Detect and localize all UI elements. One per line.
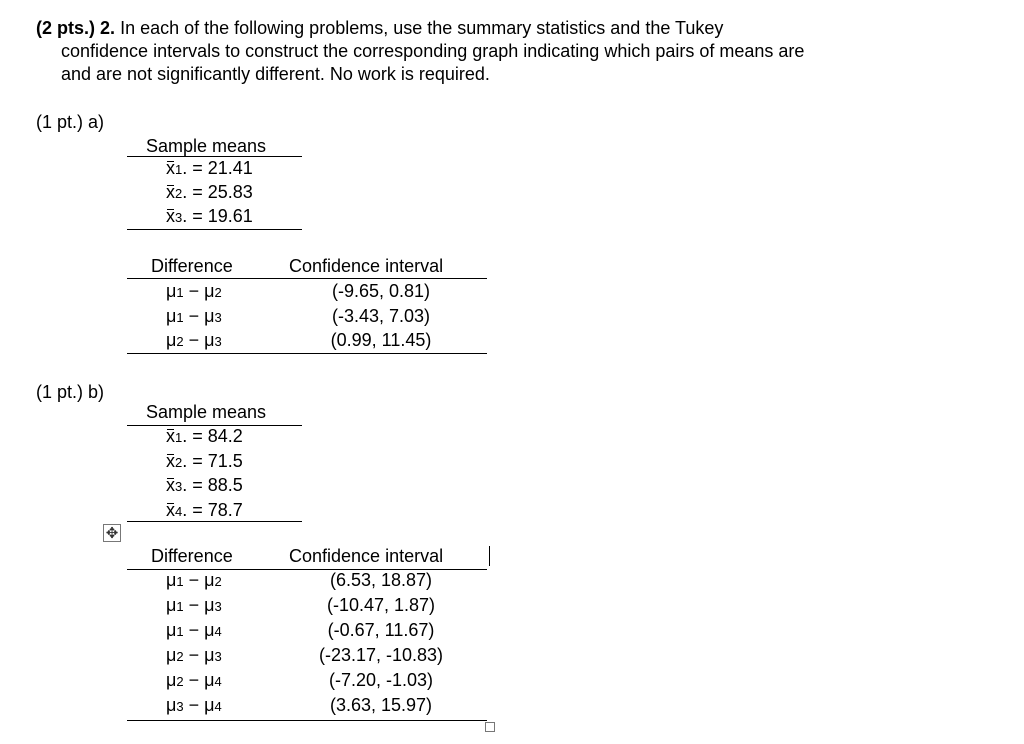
move-handle-icon[interactable]: ✥ [103,524,121,542]
mu-index-b: 4 [214,674,222,689]
mu-index-a: 1 [176,285,184,300]
mean-value: . = 71.5 [182,450,243,471]
mean-value: . = 19.61 [182,206,253,226]
text-cursor [489,546,490,566]
mu-index-b: 2 [214,285,222,300]
resize-handle-icon[interactable] [485,722,495,732]
mu-index-b: 4 [214,624,222,639]
mu-symbol: μ [204,695,215,715]
mu-index-b: 3 [214,649,222,664]
part-a-interval-1: (-9.65, 0.81) [331,281,431,301]
mu-index-a: 1 [176,599,184,614]
question-line-2: confidence intervals to construct the corresponding graph indicating which pairs of means are [61,41,805,61]
part-b-interval-1: (6.53, 18.87) [329,570,433,590]
part-a-diff-header-rule [127,278,487,279]
mean-index: 4 [175,503,183,519]
mean-value: . = 78.7 [182,499,243,520]
part-a-mean-3 [166,206,253,227]
part-b-mean-1 [166,426,243,447]
part-a-difference-2 [166,306,222,327]
mu-symbol: μ [204,330,215,350]
part-b-interval-4: (-23.17, -10.83) [318,645,444,665]
part-b-difference-4 [166,645,222,666]
xbar-symbol: x [166,426,175,446]
part-b-label: (1 pt.) b) [36,382,105,402]
mu-symbol: μ [166,645,177,665]
part-a-label: (1 pt.) a) [36,112,105,132]
mean-index: 1 [175,162,183,177]
part-b-mean-4 [166,500,243,521]
mu-index-b: 4 [214,699,222,714]
mu-index-b: 3 [214,309,222,325]
mu-index-a: 2 [176,334,184,349]
mu-index-b: 2 [214,574,222,589]
part-b-means-header: Sample means [146,402,267,422]
question-text-1: In each of the following problems, use the summary statistics and the Tukey [120,18,724,38]
mu-index-b: 3 [214,599,222,614]
mu-symbol: μ [204,305,215,326]
mean-index: 1 [175,430,183,445]
part-b-difference-2 [166,595,222,616]
minus-symbol: − [183,330,205,350]
part-b-interval-6: (3.63, 15.97) [329,695,433,715]
mu-index-a: 1 [176,624,184,639]
mu-symbol: μ [166,620,177,640]
xbar-symbol: x [166,499,175,520]
part-b-diff-bottom-rule [127,720,487,721]
part-b-ci-header: Confidence interval [289,546,444,566]
mean-value: . = 88.5 [182,475,243,495]
part-b-diff-header: Difference [151,546,233,566]
mu-symbol: μ [204,570,215,590]
xbar-symbol: x [166,182,175,202]
part-b-means-bottom-rule [127,521,302,522]
part-a-means-header-rule [127,156,302,157]
question-line-3: and are not significantly different. No work is required. [61,64,490,84]
mu-index-b: 3 [214,334,222,349]
part-b-interval-2: (-10.47, 1.87) [326,595,436,615]
part-a-mean-1 [166,158,253,179]
part-a-ci-header: Confidence interval [289,256,444,276]
mean-index: 3 [175,210,183,225]
part-a-interval-2: (-3.43, 7.03) [331,305,431,326]
mu-index-a: 2 [176,649,184,664]
mu-symbol: μ [166,570,177,590]
mu-symbol: μ [166,695,177,715]
mean-index: 2 [175,186,183,201]
mu-symbol: μ [166,670,177,690]
part-a-diff-bottom-rule [127,353,487,354]
mu-index-a: 1 [176,309,184,325]
mu-symbol: μ [204,281,215,301]
part-b-difference-1 [166,570,222,591]
mean-value: . = 21.41 [182,158,253,178]
xbar-symbol: x [166,450,175,471]
minus-symbol: − [183,670,205,690]
part-a-means-bottom-rule [127,229,302,230]
part-b-interval-5: (-7.20, -1.03) [328,670,434,690]
mu-symbol: μ [166,595,177,615]
mu-index-a: 3 [176,699,184,714]
part-b-difference-5 [166,670,222,691]
part-b-interval-3: (-0.67, 11.67) [327,620,435,640]
mu-symbol: μ [204,595,215,615]
minus-symbol: − [183,570,205,590]
mean-index: 2 [175,454,183,470]
mu-symbol: μ [166,281,177,301]
mu-symbol: μ [204,620,215,640]
part-a-means-header: Sample means [146,136,267,156]
mu-symbol: μ [166,305,177,326]
part-b-difference-6 [166,695,222,716]
xbar-symbol: x [166,206,175,226]
part-a-diff-header: Difference [151,256,233,276]
xbar-symbol: x [166,475,175,495]
minus-symbol: − [183,595,205,615]
part-a-difference-1 [166,281,222,302]
mean-index: 3 [175,479,183,494]
part-b-mean-3 [166,475,243,496]
mean-value: . = 25.83 [182,182,253,202]
mu-symbol: μ [166,330,177,350]
question-number: 2. [100,18,116,38]
mu-index-a: 1 [176,574,184,589]
xbar-symbol: x [166,158,175,178]
minus-symbol: − [183,305,205,326]
mu-symbol: μ [204,670,215,690]
mu-symbol: μ [204,645,215,665]
part-a-difference-3 [166,330,222,351]
minus-symbol: − [183,695,205,715]
part-a-mean-2 [166,182,253,203]
minus-symbol: − [183,281,205,301]
mean-value: . = 84.2 [182,426,243,446]
part-b-mean-2 [166,451,243,472]
question-points: (2 pts.) [36,18,96,38]
part-b-difference-3 [166,620,222,641]
mu-index-a: 2 [176,674,184,689]
question-line-1 [36,17,723,40]
minus-symbol: − [183,645,205,665]
minus-symbol: − [183,620,205,640]
part-a-interval-3: (0.99, 11.45) [330,330,432,350]
